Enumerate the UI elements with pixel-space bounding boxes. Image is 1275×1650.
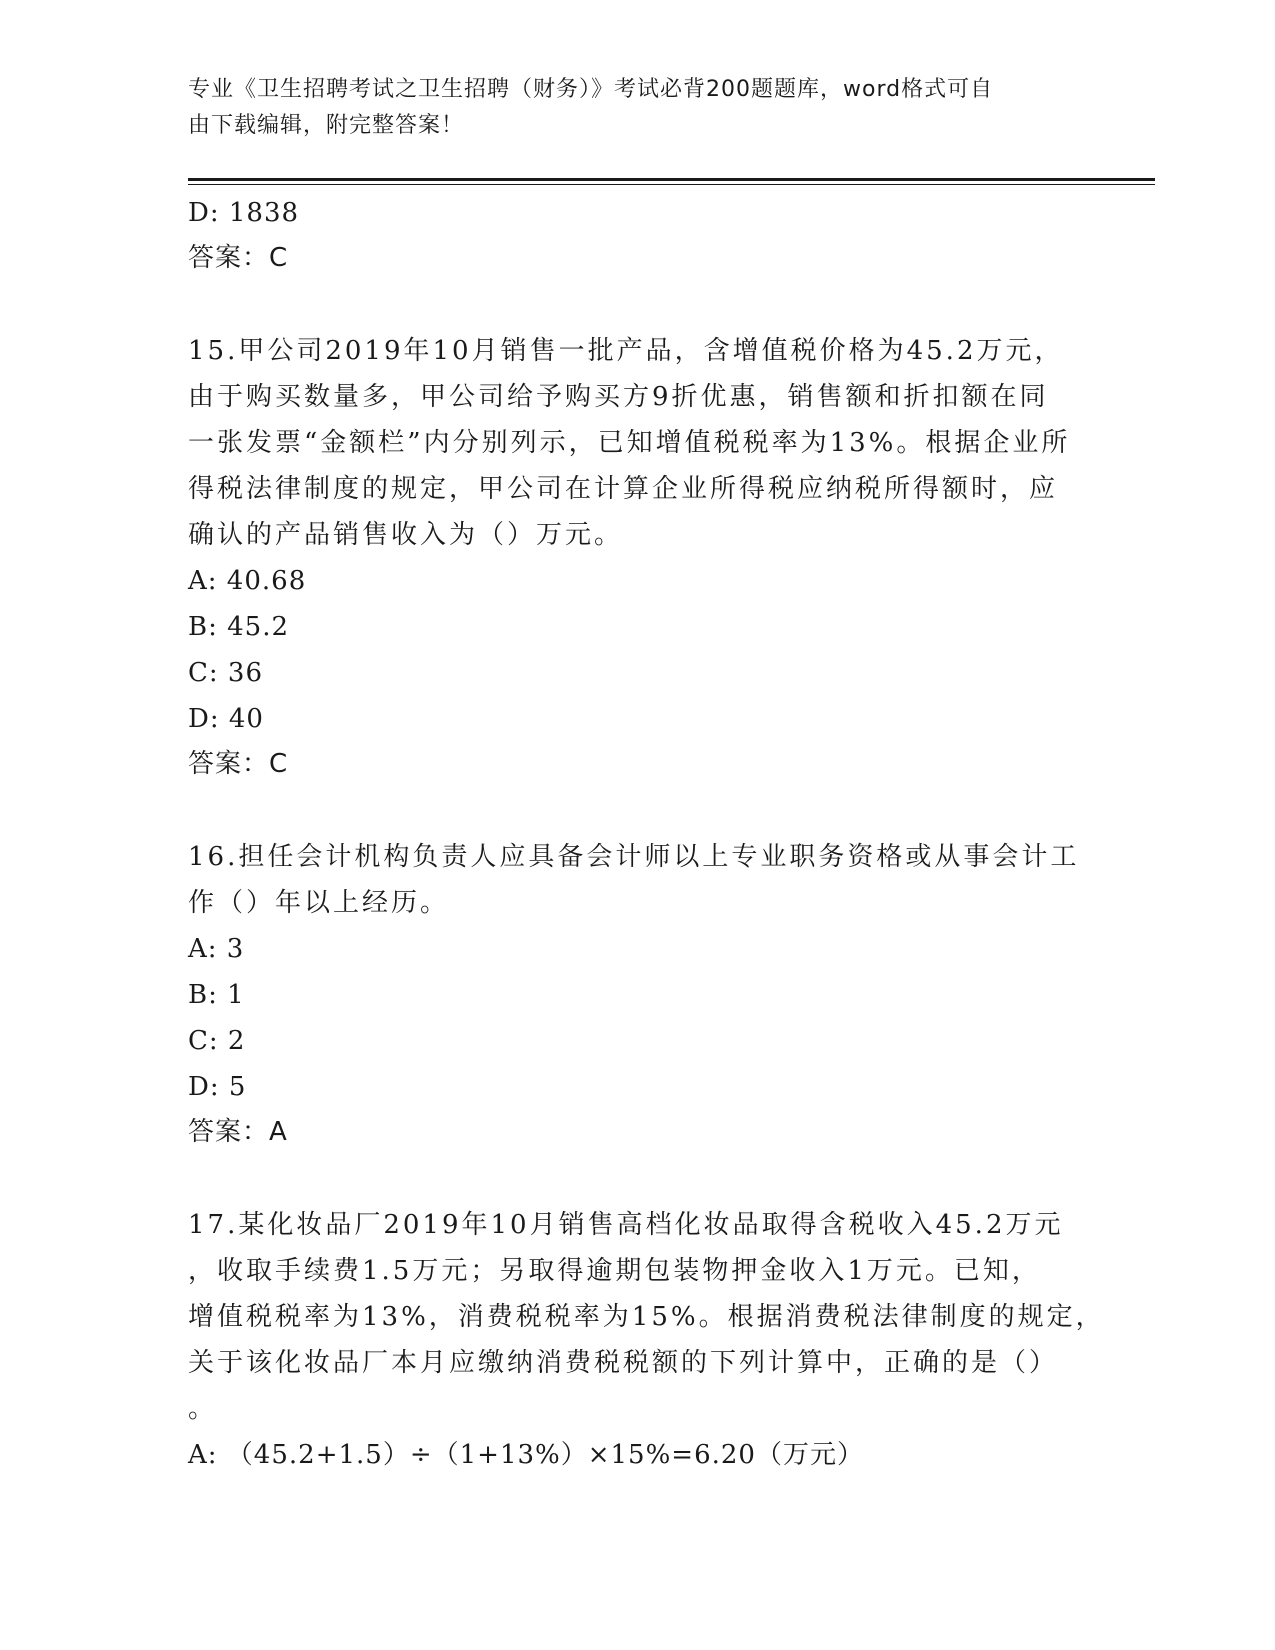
option-d: D: 1838 — [188, 198, 300, 228]
question-line: 。 — [188, 1394, 218, 1424]
question-line: 增值税税率为13%，消费税税率为15%。根据消费税法律制度的规定， — [188, 1302, 1105, 1332]
answer-line: 答案：C — [188, 243, 289, 273]
question-16 — [188, 834, 1088, 1154]
spacer — [188, 786, 1088, 834]
question-line: 确认的产品销售收入为（）万元。 — [188, 520, 624, 550]
option-d: D: 40 — [188, 704, 264, 734]
question-line: 15.甲公司2019年10月销售一批产品，含增值税价格为45.2万元， — [188, 336, 1064, 366]
answer-line: 答案：C — [188, 749, 289, 779]
header-line-1: 专业《卫生招聘考试之卫生招聘（财务）》考试必背200题题库，word格式可自 — [188, 77, 994, 102]
spacer — [188, 1154, 1088, 1202]
answer-line: 答案：A — [188, 1117, 288, 1147]
question-text — [188, 834, 1088, 926]
page-header — [188, 72, 1078, 144]
question-line: 一张发票“金额栏”内分别列示，已知增值税税率为13%。根据企业所 — [188, 428, 1071, 458]
question-15 — [188, 328, 1088, 786]
question-line: 17.某化妆品厂2019年10月销售高档化妆品取得含税收入45.2万元 — [188, 1210, 1064, 1240]
header-line-2: 由下载编辑，附完整答案！ — [188, 113, 465, 138]
option-c: C: 2 — [188, 1026, 246, 1056]
option-b: B: 45.2 — [188, 612, 290, 642]
spacer — [188, 280, 1088, 328]
option-b: B: 1 — [188, 980, 245, 1010]
option-c: C: 36 — [188, 658, 264, 688]
option-a: A: 3 — [188, 934, 245, 964]
header-divider-thick — [188, 178, 1155, 181]
question-line: 由于购买数量多，甲公司给予购买方9折优惠，销售额和折扣额在同 — [188, 382, 1049, 412]
question-14-tail — [188, 190, 1088, 280]
question-line: ，收取手续费1.5万元；另取得逾期包装物押金收入1万元。已知， — [188, 1256, 1041, 1286]
question-text — [188, 328, 1088, 558]
option-a: A: （45.2+1.5）÷（1+13%）×15%=6.20（万元） — [188, 1440, 864, 1470]
option-d: D: 5 — [188, 1072, 247, 1102]
question-line: 作（）年以上经历。 — [188, 888, 450, 918]
question-text — [188, 1202, 1105, 1432]
option-a: A: 40.68 — [188, 566, 307, 596]
question-line: 16.担任会计机构负责人应具备会计师以上专业职务资格或从事会计工 — [188, 842, 1080, 872]
question-line: 关于该化妆品厂本月应缴纳消费税税额的下列计算中，正确的是（） — [188, 1348, 1059, 1378]
question-line: 得税法律制度的规定，甲公司在计算企业所得税应纳税所得额时，应 — [188, 474, 1059, 504]
header-divider-thin — [188, 184, 1155, 185]
question-17 — [188, 1202, 1105, 1478]
question-list — [188, 190, 1105, 1478]
